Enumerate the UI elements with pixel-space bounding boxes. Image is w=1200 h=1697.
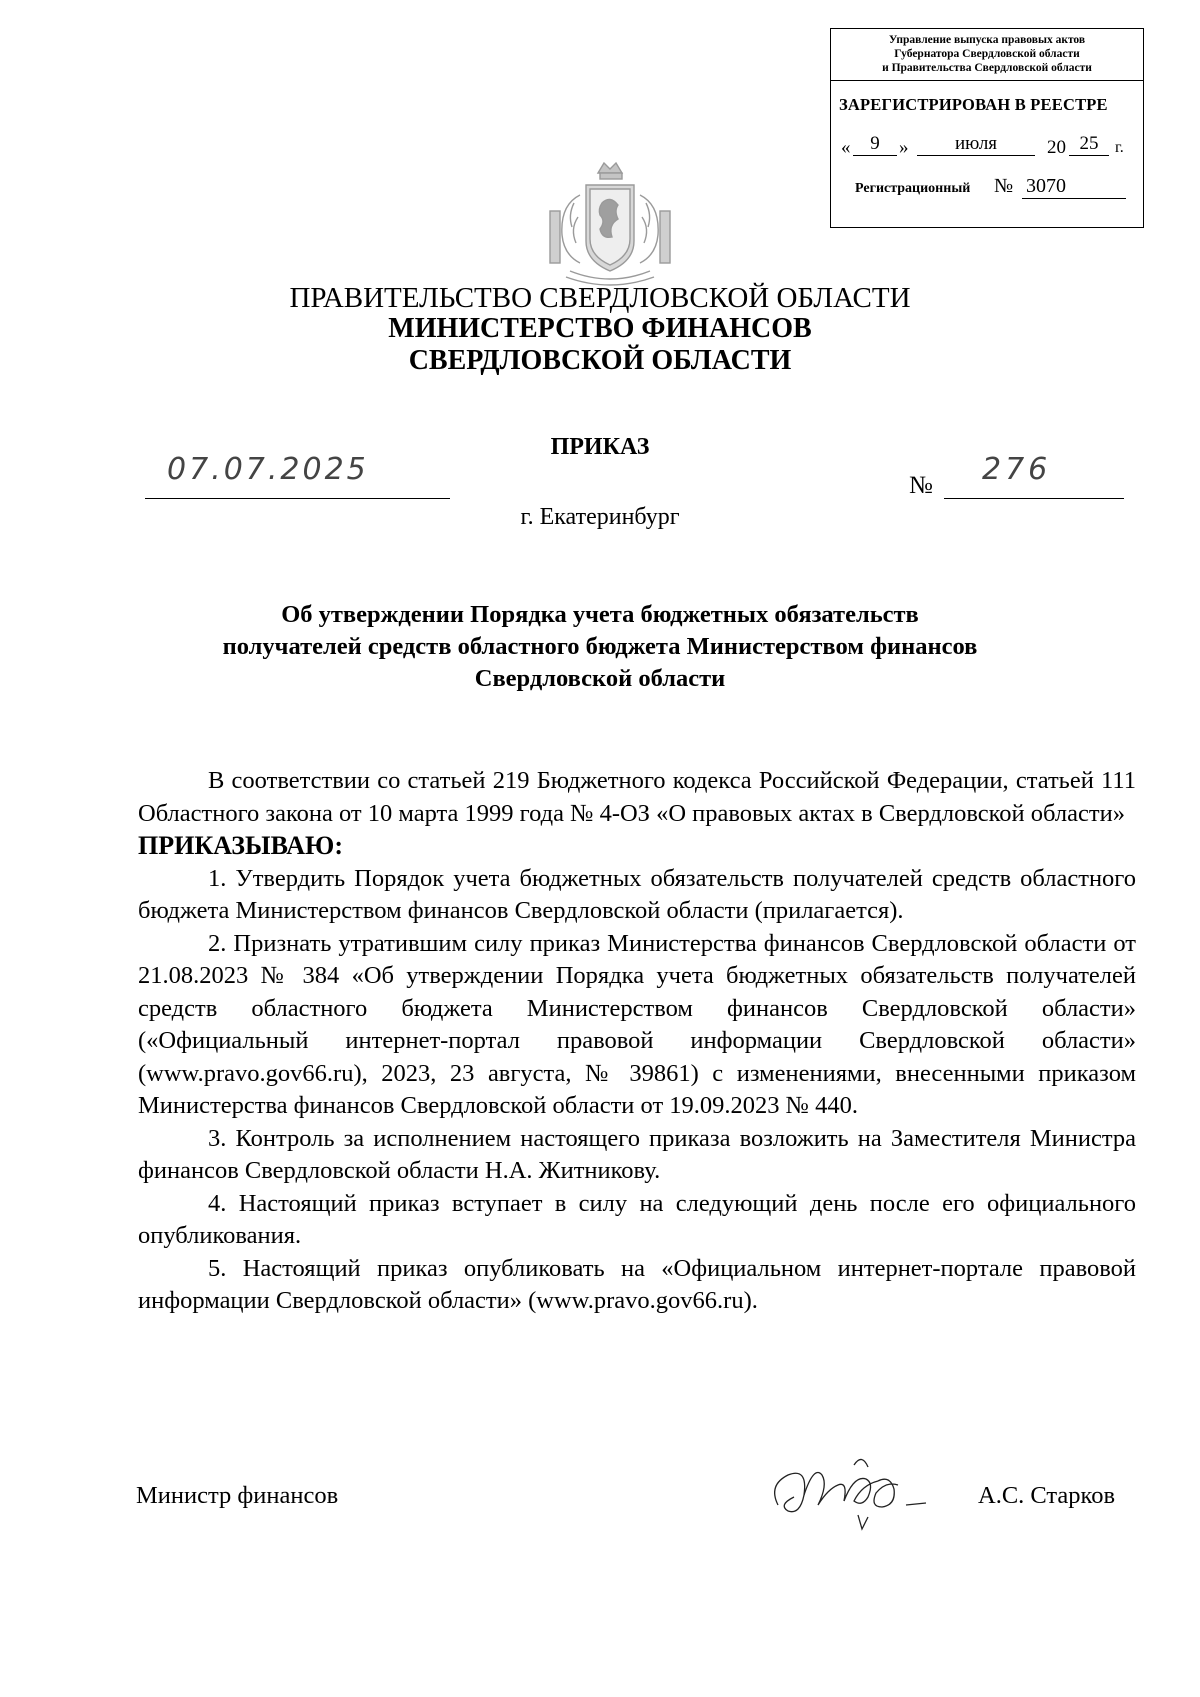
stamp-date (839, 133, 1139, 163)
stamp-header (831, 29, 1143, 81)
signatory-role: Министр финансов (136, 1482, 339, 1509)
order-number-sign: № (909, 472, 933, 499)
stamp-reg-sign: № (994, 175, 1014, 197)
order-number-field (944, 450, 1124, 499)
stamp-year-abbr: г. (1115, 139, 1124, 156)
stamp-close-quote: » (899, 137, 909, 158)
order-body (138, 765, 1136, 1318)
preamble-paragraph: В соответствии со статьей 219 Бюджетного кодекса Российской Федерации, статьей 111 Областного закона от 10 марта 1999 года № 4-ОЗ «О правовых актах в Свердловской области» (138, 767, 1136, 827)
stamp-reg-number: 3070 (1022, 175, 1126, 199)
stamp-open-quote: « (841, 137, 851, 158)
order-item: 4. Настоящий приказ вступает в силу на следующий день после его официального опубликования. (138, 1189, 1136, 1249)
stamp-header-line: и Правительства Свердловской области (882, 62, 1092, 74)
ministry-title-line1: МИНИСТЕРСТВО ФИНАНСОВ (388, 313, 812, 344)
coat-of-arms-icon (540, 155, 680, 295)
handwritten-signature (758, 1445, 958, 1535)
ministry-title-line2: СВЕРДЛОВСКОЙ ОБЛАСТИ (408, 345, 792, 376)
order-number-handwritten: 276 (982, 452, 1052, 487)
order-item: 5. Настоящий приказ опубликовать на «Официальном интернет-портале правовой информации Свердловской области» (www.pravo.gov66.ru). (138, 1254, 1136, 1314)
stamp-month: июля (917, 133, 1035, 156)
order-item: 1. Утвердить Порядок учета бюджетных обязательств получателей средств областного бюджета Министерством финансов Свердловской области (прилагается). (138, 864, 1136, 924)
stamp-registered-label: ЗАРЕГИСТРИРОВАН В РЕЕСТРЕ (839, 95, 1108, 114)
order-date-handwritten: 07.07.2025 (167, 452, 369, 487)
government-title: ПРАВИТЕЛЬСТВО СВЕРДЛОВСКОЙ ОБЛАСТИ (289, 282, 911, 314)
subject-line: Свердловской области (474, 665, 726, 692)
stamp-year-suffix: 25 (1069, 133, 1109, 156)
order-date-field (145, 450, 450, 499)
order-subject (0, 599, 1200, 695)
stamp-reg-label: Регистрационный (855, 181, 971, 196)
subject-line: получателей средств областного бюджета Министерством финансов (222, 633, 978, 660)
order-city: г. Екатеринбург (520, 504, 680, 530)
stamp-header-line: Управление выпуска правовых актов (888, 34, 1086, 46)
order-item: 2. Признать утратившим силу приказ Министерства финансов Свердловской области от 21.08.2023 № 384 «Об утверждении Порядка учета бюджетных обязательств получателей средств областного бюджета Министерством финансов Свердловской области» («Официальный интернет-портал правовой информации Свердловской области» (www.pravo.gov66.ru), 2023, 23 августа, № 39861) с изменениями, внесенными приказом Министерства финансов Свердловской области от 19.09.2023 № 440. (138, 929, 1136, 1119)
registry-stamp (830, 28, 1144, 228)
stamp-year-prefix: 20 (1047, 137, 1066, 158)
order-title: ПРИКАЗ (550, 434, 650, 460)
stamp-day: 9 (853, 133, 897, 156)
stamp-header-line: Губернатора Свердловской области (894, 48, 1080, 60)
order-item: 3. Контроль за исполнением настоящего приказа возложить на Заместителя Министра финансов Свердловской области Н.А. Житникову. (138, 1124, 1136, 1184)
subject-line: Об утверждении Порядка учета бюджетных обязательств (281, 601, 919, 628)
signatory-name: А.С. Старков (978, 1482, 1116, 1509)
order-word: ПРИКАЗЫВАЮ: (138, 831, 343, 860)
